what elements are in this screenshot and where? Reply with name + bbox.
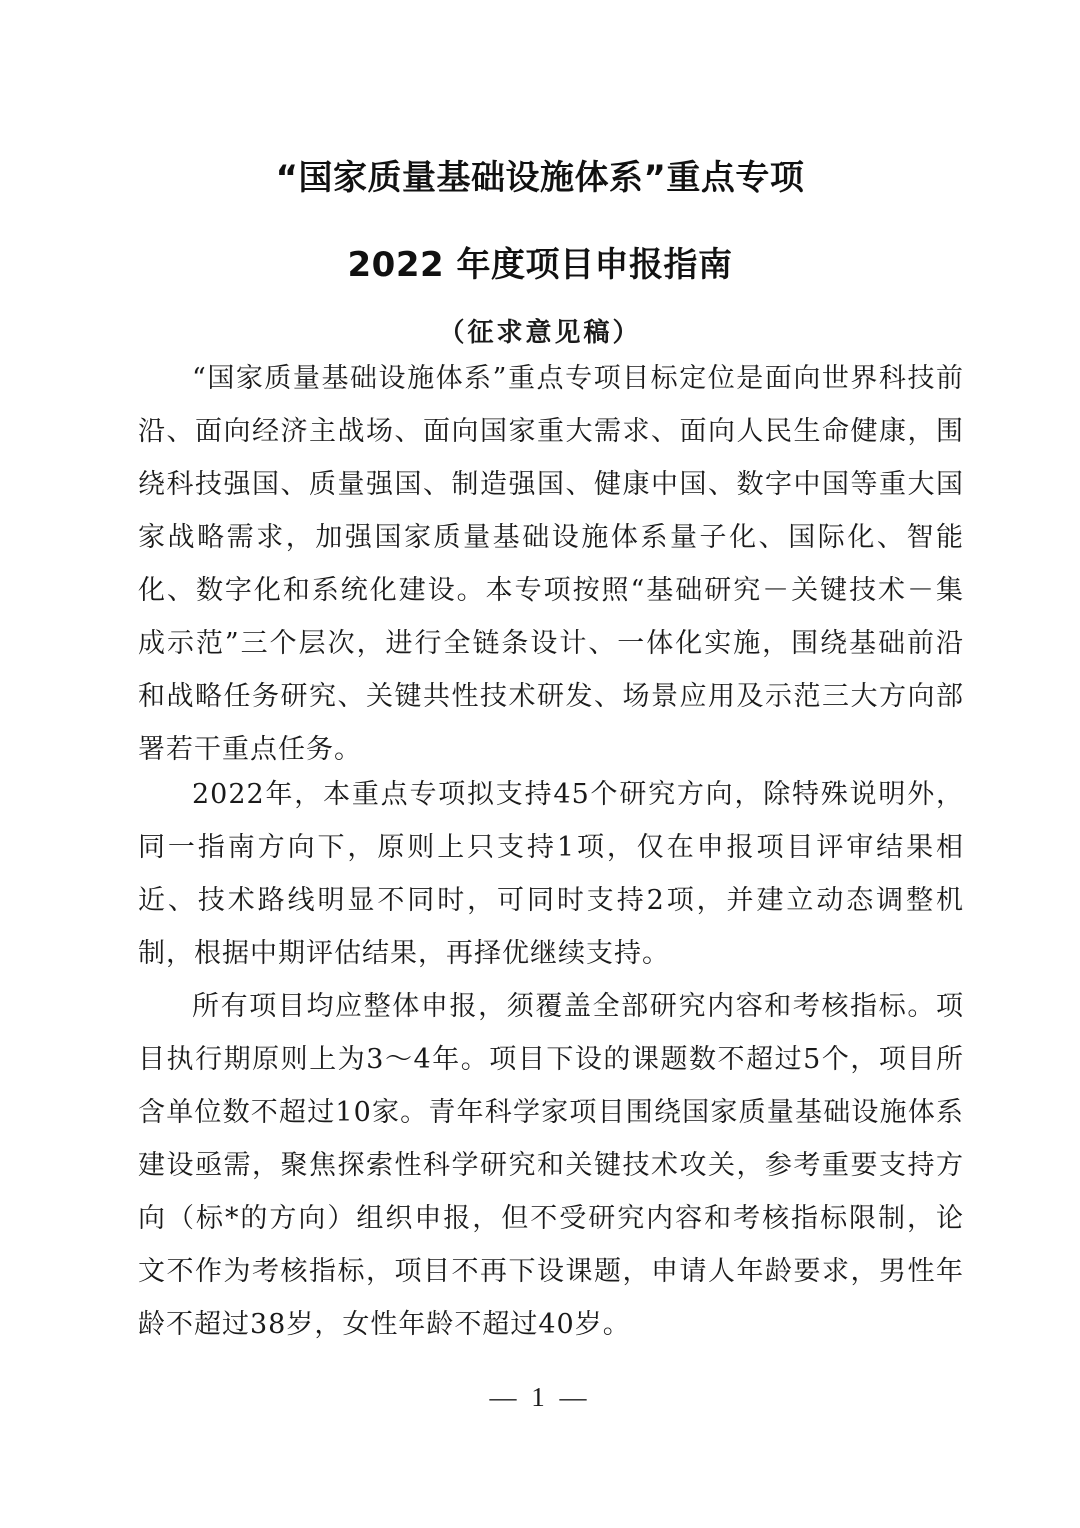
paragraph-intro: “国家质量基础设施体系”重点专项目标定位是面向世界科技前沿、面向经济主战场、面向国家重大需求、面向人民生命健康，围绕科技强国、质量强国、制造强国、健康中国、数字中国等重大国家战略需求，加强国家质量基础设施体系量子化、国际化、智能化、数字化和系统化建设。本专项按照“基础研究－关键技术－集成示范”三个层次，进行全链条设计、一体化实施，围绕基础前沿和战略任务研究、关键共性技术研发、场景应用及示范三大方向部署若干重点任务。 bbox=[138, 363, 964, 765]
document-title-line1: “国家质量基础设施体系”重点专项 bbox=[275, 158, 805, 198]
page-number: — 1 — bbox=[489, 1382, 591, 1412]
document-title-line2: 2022 年度项目申报指南 bbox=[347, 245, 733, 285]
paragraph-support-scope: 2022年，本重点专项拟支持45个研究方向，除特殊说明外，同一指南方向下，原则上只支持1项，仅在申报项目评审结果相近、技术路线明显不同时，可同时支持2项，并建立动态调整机制，根据中期评估结果，再择优继续支持。 bbox=[138, 779, 964, 969]
document-subtitle: （征求意见稿） bbox=[438, 318, 642, 348]
paragraph-application-rules: 所有项目均应整体申报，须覆盖全部研究内容和考核指标。项目执行期原则上为3～4年。项目下设的课题数不超过5个，项目所含单位数不超过10家。青年科学家项目围绕国家质量基础设施体系建设亟需，聚焦探索性科学研究和关键技术攻关，参考重要支持方向（标*的方向）组织申报，但不受研究内容和考核指标限制，论文不作为考核指标，项目不再下设课题，申请人年龄要求，男性年龄不超过38岁，女性年龄不超过40岁。 bbox=[138, 991, 964, 1340]
